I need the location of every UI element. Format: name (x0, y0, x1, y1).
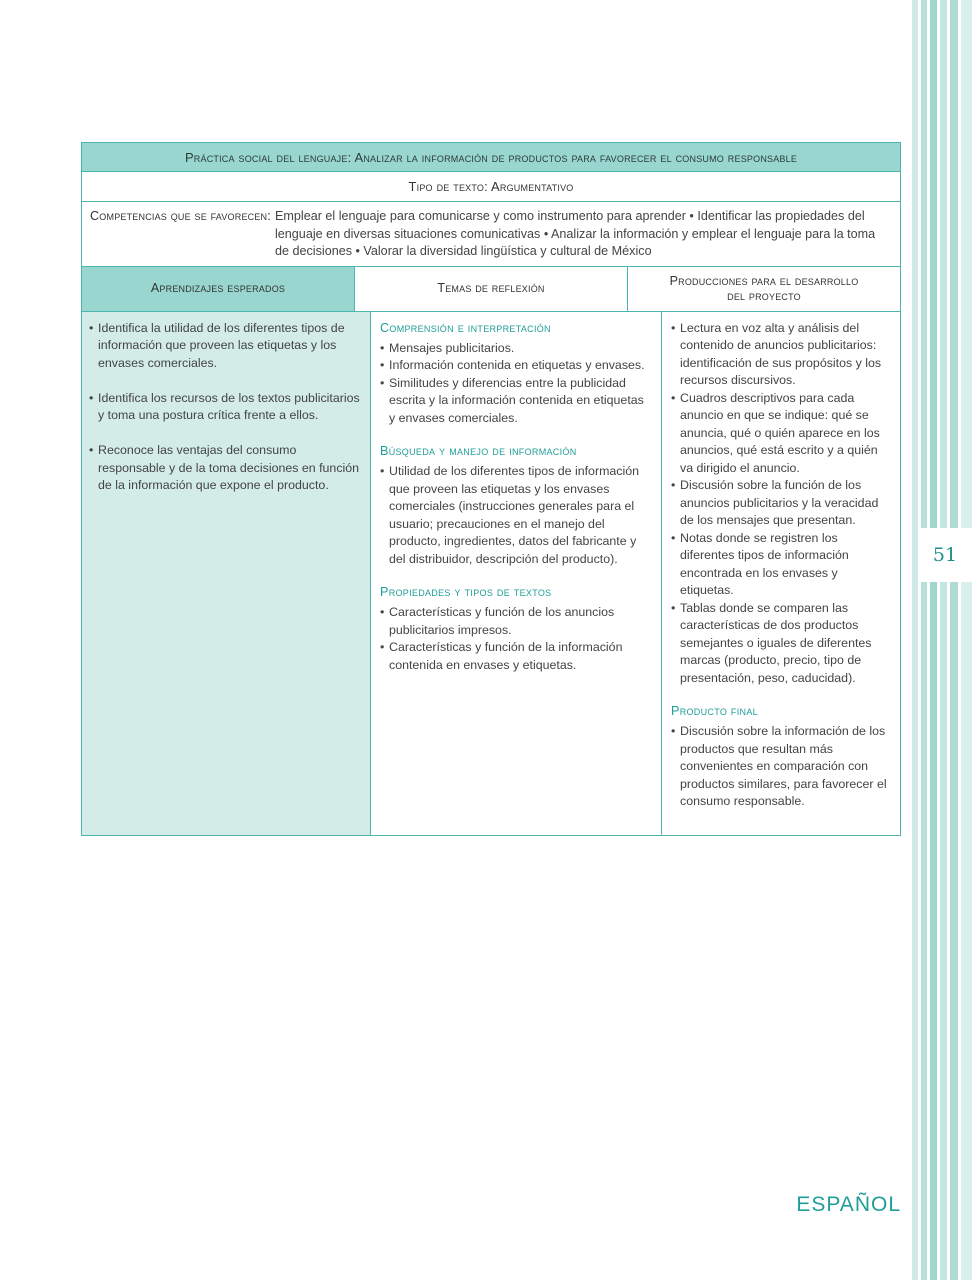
producciones-section (671, 320, 892, 688)
temas-section-busqueda (380, 443, 653, 568)
producciones-list (671, 320, 892, 688)
section-title: Búsqueda y manejo de información (380, 444, 577, 458)
section-title: Propiedades y tipos de textos (380, 585, 552, 599)
list-item: • Notas donde se registren los diferentes tipos de información encontrada en los envases y etiquetas. (671, 530, 892, 600)
competencias-row (82, 202, 900, 267)
list-item: • Tablas donde se comparen las características de dos productos semejantes o iguales de diferentes marcas (producto, precio, tipo de presentación, peso, caducidad). (671, 600, 892, 688)
tipo-texto-row (82, 172, 900, 202)
column-header-temas: Temas de reflexión (355, 267, 628, 311)
list-item: • Identifica los recursos de los textos publicitarios y toma una postura crítica frente a ellos. (89, 390, 362, 425)
page-number: 51 (918, 528, 972, 582)
list-item: • Discusión sobre la función de los anuncios publicitarios y la veracidad de los mensajes que presentan. (671, 477, 892, 530)
temas-section-propiedades (380, 584, 653, 674)
list-item: • Lectura en voz alta y análisis del contenido de anuncios publicitarios: identificación de sus propósitos y los recursos discursivos. (671, 320, 892, 390)
temas-list (380, 340, 653, 428)
section-title: Comprensión e interpretación (380, 320, 551, 335)
temas-list (380, 463, 653, 568)
section-title: Producto final (671, 704, 758, 718)
list-item: • Similitudes y diferencias entre la publicidad escrita y la información contenida en etiquetas y envases comerciales. (380, 375, 653, 428)
producto-final-list (671, 723, 892, 811)
list-item: • Discusión sobre la información de los productos que resultan más convenientes en comparación con productos similares, para favorecer el consumo responsable. (671, 723, 892, 811)
producciones-column (662, 312, 900, 835)
practica-header (82, 143, 900, 172)
temas-column (371, 312, 662, 835)
list-item: • Información contenida en etiquetas y envases. (380, 357, 653, 375)
list-item: • Mensajes publicitarios. (380, 340, 653, 358)
column-header-producciones (628, 267, 900, 311)
list-item: • Utilidad de los diferentes tipos de información que proveen las etiquetas y los envases comerciales (instrucciones generales para el usuario; precauciones en el manejo del producto, ingredientes, datos del fabricante y del distribuidor, descripción del producto). (380, 463, 653, 568)
temas-section-comprension (380, 320, 653, 428)
column-headers (82, 267, 900, 312)
list-item: • Cuadros descriptivos para cada anuncio en que se indique: qué se anuncia, qué o quién aparece en los anuncios, qué está escrito y a quién va dirigido el anuncio. (671, 390, 892, 478)
list-item: • Características y función de los anuncios publicitarios impresos. (380, 604, 653, 639)
subject-label: ESPAÑOL (796, 1193, 901, 1216)
column-header-aprendizajes: Aprendizajes esperados (82, 267, 355, 311)
program-table (81, 142, 901, 836)
practica-title: Práctica social del lenguaje: Analizar la información de productos para favorecer el consumo responsable (184, 149, 798, 165)
tipo-texto: Tipo de texto: Argumentativo (408, 179, 574, 194)
list-item: • Reconoce las ventajas del consumo responsable y de la toma decisiones en función de la información que expone el producto. (89, 442, 362, 495)
list-item: • Identifica la utilidad de los diferentes tipos de información que proveen las etiquetas y los envases comerciales. (89, 320, 362, 373)
aprendizajes-column (82, 312, 371, 835)
producto-final-section (671, 703, 892, 811)
competencias-text: Emplear el lenguaje para comunicarse y como instrumento para aprender • Identificar las propiedades del lenguaje en diversas situaciones comunicativas • Analizar la información y emplear el lenguaje para la toma de decisiones • Valorar la diversidad lingüística y cultural de México (275, 209, 876, 258)
column-header-producciones-text: Producciones para el desarrollo del proyecto (669, 273, 859, 303)
content-row (82, 312, 900, 835)
aprendizajes-list (89, 320, 362, 495)
competencias-label: Competencias que se favorecen: (90, 209, 271, 223)
temas-list (380, 604, 653, 674)
list-item: • Características y función de la información contenida en envases y etiquetas. (380, 639, 653, 674)
decorative-stripes (912, 0, 972, 1280)
